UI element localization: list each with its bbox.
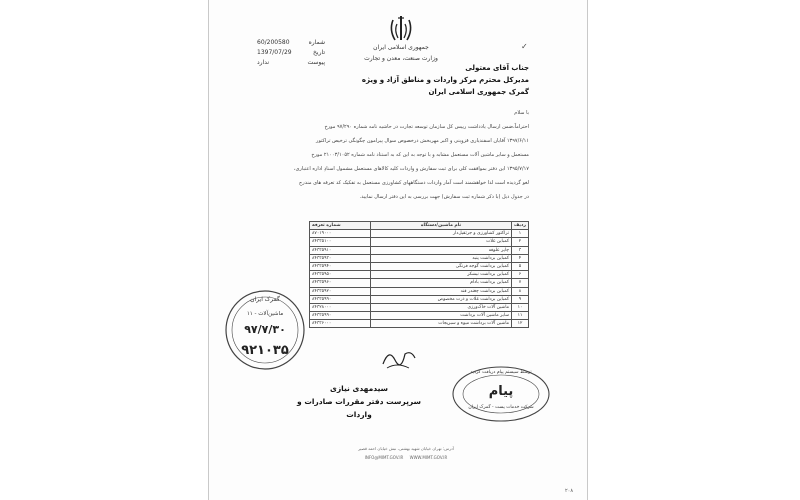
signer-name: سیدمهدی نیازی xyxy=(329,384,389,393)
meta-attachment-label: پیوست xyxy=(307,59,325,66)
machine-name-cell: کمباین برداشت بادام xyxy=(371,279,512,287)
table-row xyxy=(310,246,529,254)
meta-date-label: تاریخ xyxy=(313,49,325,56)
row-number-cell: ۱۱ xyxy=(512,312,529,320)
row-number-cell: ۶ xyxy=(512,271,529,279)
row-number-cell: ۱۰ xyxy=(512,303,529,311)
tariff-code-cell: ۸۴۳۳۵۹۵۰ xyxy=(310,271,371,279)
table-row xyxy=(310,238,529,246)
letter-page xyxy=(208,0,588,500)
meta-attachment-value: ندارد xyxy=(257,59,270,66)
tariff-code-cell: ۸۴۳۲۸۰۰۰ xyxy=(310,303,371,311)
machine-name-cell: کمباین برداشت پنبه xyxy=(371,254,512,262)
table-row xyxy=(310,262,529,270)
table-body xyxy=(310,230,529,328)
machine-name-cell: ماشین آلات برداشت میوه و سبزیجات xyxy=(371,320,512,328)
letter-body xyxy=(271,106,529,204)
tariff-code-cell: ۸۴۳۳۵۹۳۰ xyxy=(310,254,371,262)
machine-name-cell: چاپر علوفه xyxy=(371,246,512,254)
row-number-cell: ۷ xyxy=(512,279,529,287)
meta-number-label: شماره xyxy=(308,39,325,46)
table-row xyxy=(310,303,529,311)
tariff-code-cell: ۸۴۳۳۵۹۲۰ xyxy=(310,287,371,295)
table-header-row xyxy=(310,222,529,230)
page-number: ۲۰۸ xyxy=(565,488,574,494)
body-line: در جدول ذیل (با ذکر شماره ثبت سفارش) جهت بررسی به این دفتر ارسال نمایید. xyxy=(359,194,529,200)
body-line: مستعمل و سایر ماشین آلات مستعمل مشابه و با توجه به این که به استناد نامه شماره ۲۱۰۰۳/۱۰۵۲ مورخ xyxy=(311,152,529,158)
column-header-row-number: ردیف xyxy=(512,222,529,230)
recipient-position: مدیرکل محترم مرکز واردات و مناطق آزاد و ویژه xyxy=(361,76,529,84)
machine-name-cell: تراکتور کشاورزی و جرثقیل‌دار xyxy=(371,230,512,238)
customs-stamp-number: ۹۲۱۰۳۵ xyxy=(241,343,289,358)
row-number-cell: ۱۲ xyxy=(512,320,529,328)
payam-stamp-top: توسط سیستم پیام دریافت گردید xyxy=(470,370,532,375)
row-number-cell: ۴ xyxy=(512,254,529,262)
check-mark-icon: ✓ xyxy=(521,42,528,51)
row-number-cell: ۳ xyxy=(512,246,529,254)
machine-name-cell: کمباین برداشت نیشکر xyxy=(371,271,512,279)
body-line: ۱۳۹۷/۶/۱۱ آقایان اسفندیاری قزوینی و اکبر مهربخش درخصوص سوال پیرامون چگونگی ترخیص تراکتور xyxy=(316,138,529,144)
country-title: جمهوری اسلامی ایران xyxy=(373,44,429,51)
table-row xyxy=(310,295,529,303)
recipient-name: جناب آقای معتولی xyxy=(465,64,529,72)
tariff-code-cell: ۸۴۳۳۵۹۹۰ xyxy=(310,295,371,303)
recipient-organization: گمرک جمهوری اسلامی ایران xyxy=(428,88,529,96)
iran-emblem-icon xyxy=(379,14,423,44)
footer-website: WWW.MIMT.GOV.IR xyxy=(409,455,448,460)
payam-stamp-bottom: شرکت خدمات پست - گمرک ایران xyxy=(468,405,534,410)
recipient-address xyxy=(329,62,529,98)
table-row xyxy=(310,320,529,328)
row-number-cell: ۱ xyxy=(512,230,529,238)
row-number-cell: ۹ xyxy=(512,295,529,303)
tariff-code-cell: ۸۴۳۳۵۹۶۰ xyxy=(310,279,371,287)
machine-name-cell: ماشین آلات خاک‌ورزی xyxy=(371,303,512,311)
letter-footer xyxy=(273,444,539,462)
column-header-tariff: شماره تعرفه xyxy=(310,222,371,230)
handwritten-signature xyxy=(381,342,417,372)
column-header-machine: نام ماشین/دستگاه xyxy=(371,222,512,230)
row-number-cell: ۵ xyxy=(512,262,529,270)
meta-number-value: 60/200580 xyxy=(257,39,290,46)
table-row xyxy=(310,254,529,262)
tariff-table xyxy=(309,221,529,328)
table-row xyxy=(310,312,529,320)
tariff-code-cell: ۸۴۳۳۶۰۰۰ xyxy=(310,320,371,328)
machine-name-cell: سایر ماشین آلات برداشت xyxy=(371,312,512,320)
table-row xyxy=(310,271,529,279)
tariff-code-cell: ۸۴۳۳۵۱۰۰ xyxy=(310,238,371,246)
tariff-code-cell: ۸۴۳۳۵۹۴۰ xyxy=(310,262,371,270)
row-number-cell: ۸ xyxy=(512,287,529,295)
meta-number-row xyxy=(257,38,325,48)
meta-date-value: 1397/07/29 xyxy=(257,49,292,56)
letter-meta xyxy=(257,38,325,68)
footer-email: INFO@MIMT.GOV.IR xyxy=(364,455,404,460)
body-line: ۱۳۹۵/۷/۱۷ این دفتر بموافقت کلی برای ثبت سفارش و واردات کلیه کالاهای مستعمل مشمول اسنادِ اداره اعتباری، xyxy=(293,166,529,172)
ministry-title: وزارت صنعت، معدن و تجارت xyxy=(364,55,438,62)
footer-contacts xyxy=(273,453,539,462)
customs-stamp-office: ماشین‌آلات - ۱۱ xyxy=(246,311,284,317)
tariff-code-cell: ۸۴۳۳۵۹۹۰ xyxy=(310,312,371,320)
row-number-cell: ۲ xyxy=(512,238,529,246)
customs-stamp-name: گمرک ایران xyxy=(250,296,280,303)
salutation: با سلام xyxy=(514,110,529,116)
machine-name-cell: کمباین برداشت گوجه فرنگی xyxy=(371,262,512,270)
machine-name-cell: کمباین غلات xyxy=(371,238,512,246)
signer-title: سرپرست دفتر مقررات صادرات و واردات xyxy=(297,397,421,419)
signer-block xyxy=(289,382,429,421)
tariff-code-cell: ۸۴۳۳۵۹۱۰ xyxy=(310,246,371,254)
body-line: احتراماً،ضمن ارسال یادداشت رییس کل سازمان توسعه تجارت در حاشیه نامه شماره ۹۷/۲۹۰ مورخ xyxy=(324,124,529,130)
payam-stamp-center: پیام xyxy=(488,384,514,399)
body-line: لغو گردیده است لذا خواهشمند است آمار واردات دستگاههای کشاورزی مستعمل به تفکیک کد تعرفه های مندرج xyxy=(299,180,529,186)
meta-date-row xyxy=(257,48,325,58)
customs-stamp-date: ۹۷/۷/۳۰ xyxy=(244,323,286,336)
footer-address: آدرس: تهران خیابان شهید بهشتی، نبش خیابان احمد قصیر xyxy=(358,446,454,451)
machine-name-cell: کمباین برداشت غلات و ذرت مخصوص xyxy=(371,295,512,303)
table-row xyxy=(310,230,529,238)
table-row xyxy=(310,287,529,295)
meta-attachment-row xyxy=(257,58,325,68)
table-row xyxy=(310,279,529,287)
machine-name-cell: کمباین برداشت چغندر قند xyxy=(371,287,512,295)
tariff-code-cell: ۸۷۰۱۹۰۰۰ xyxy=(310,230,371,238)
